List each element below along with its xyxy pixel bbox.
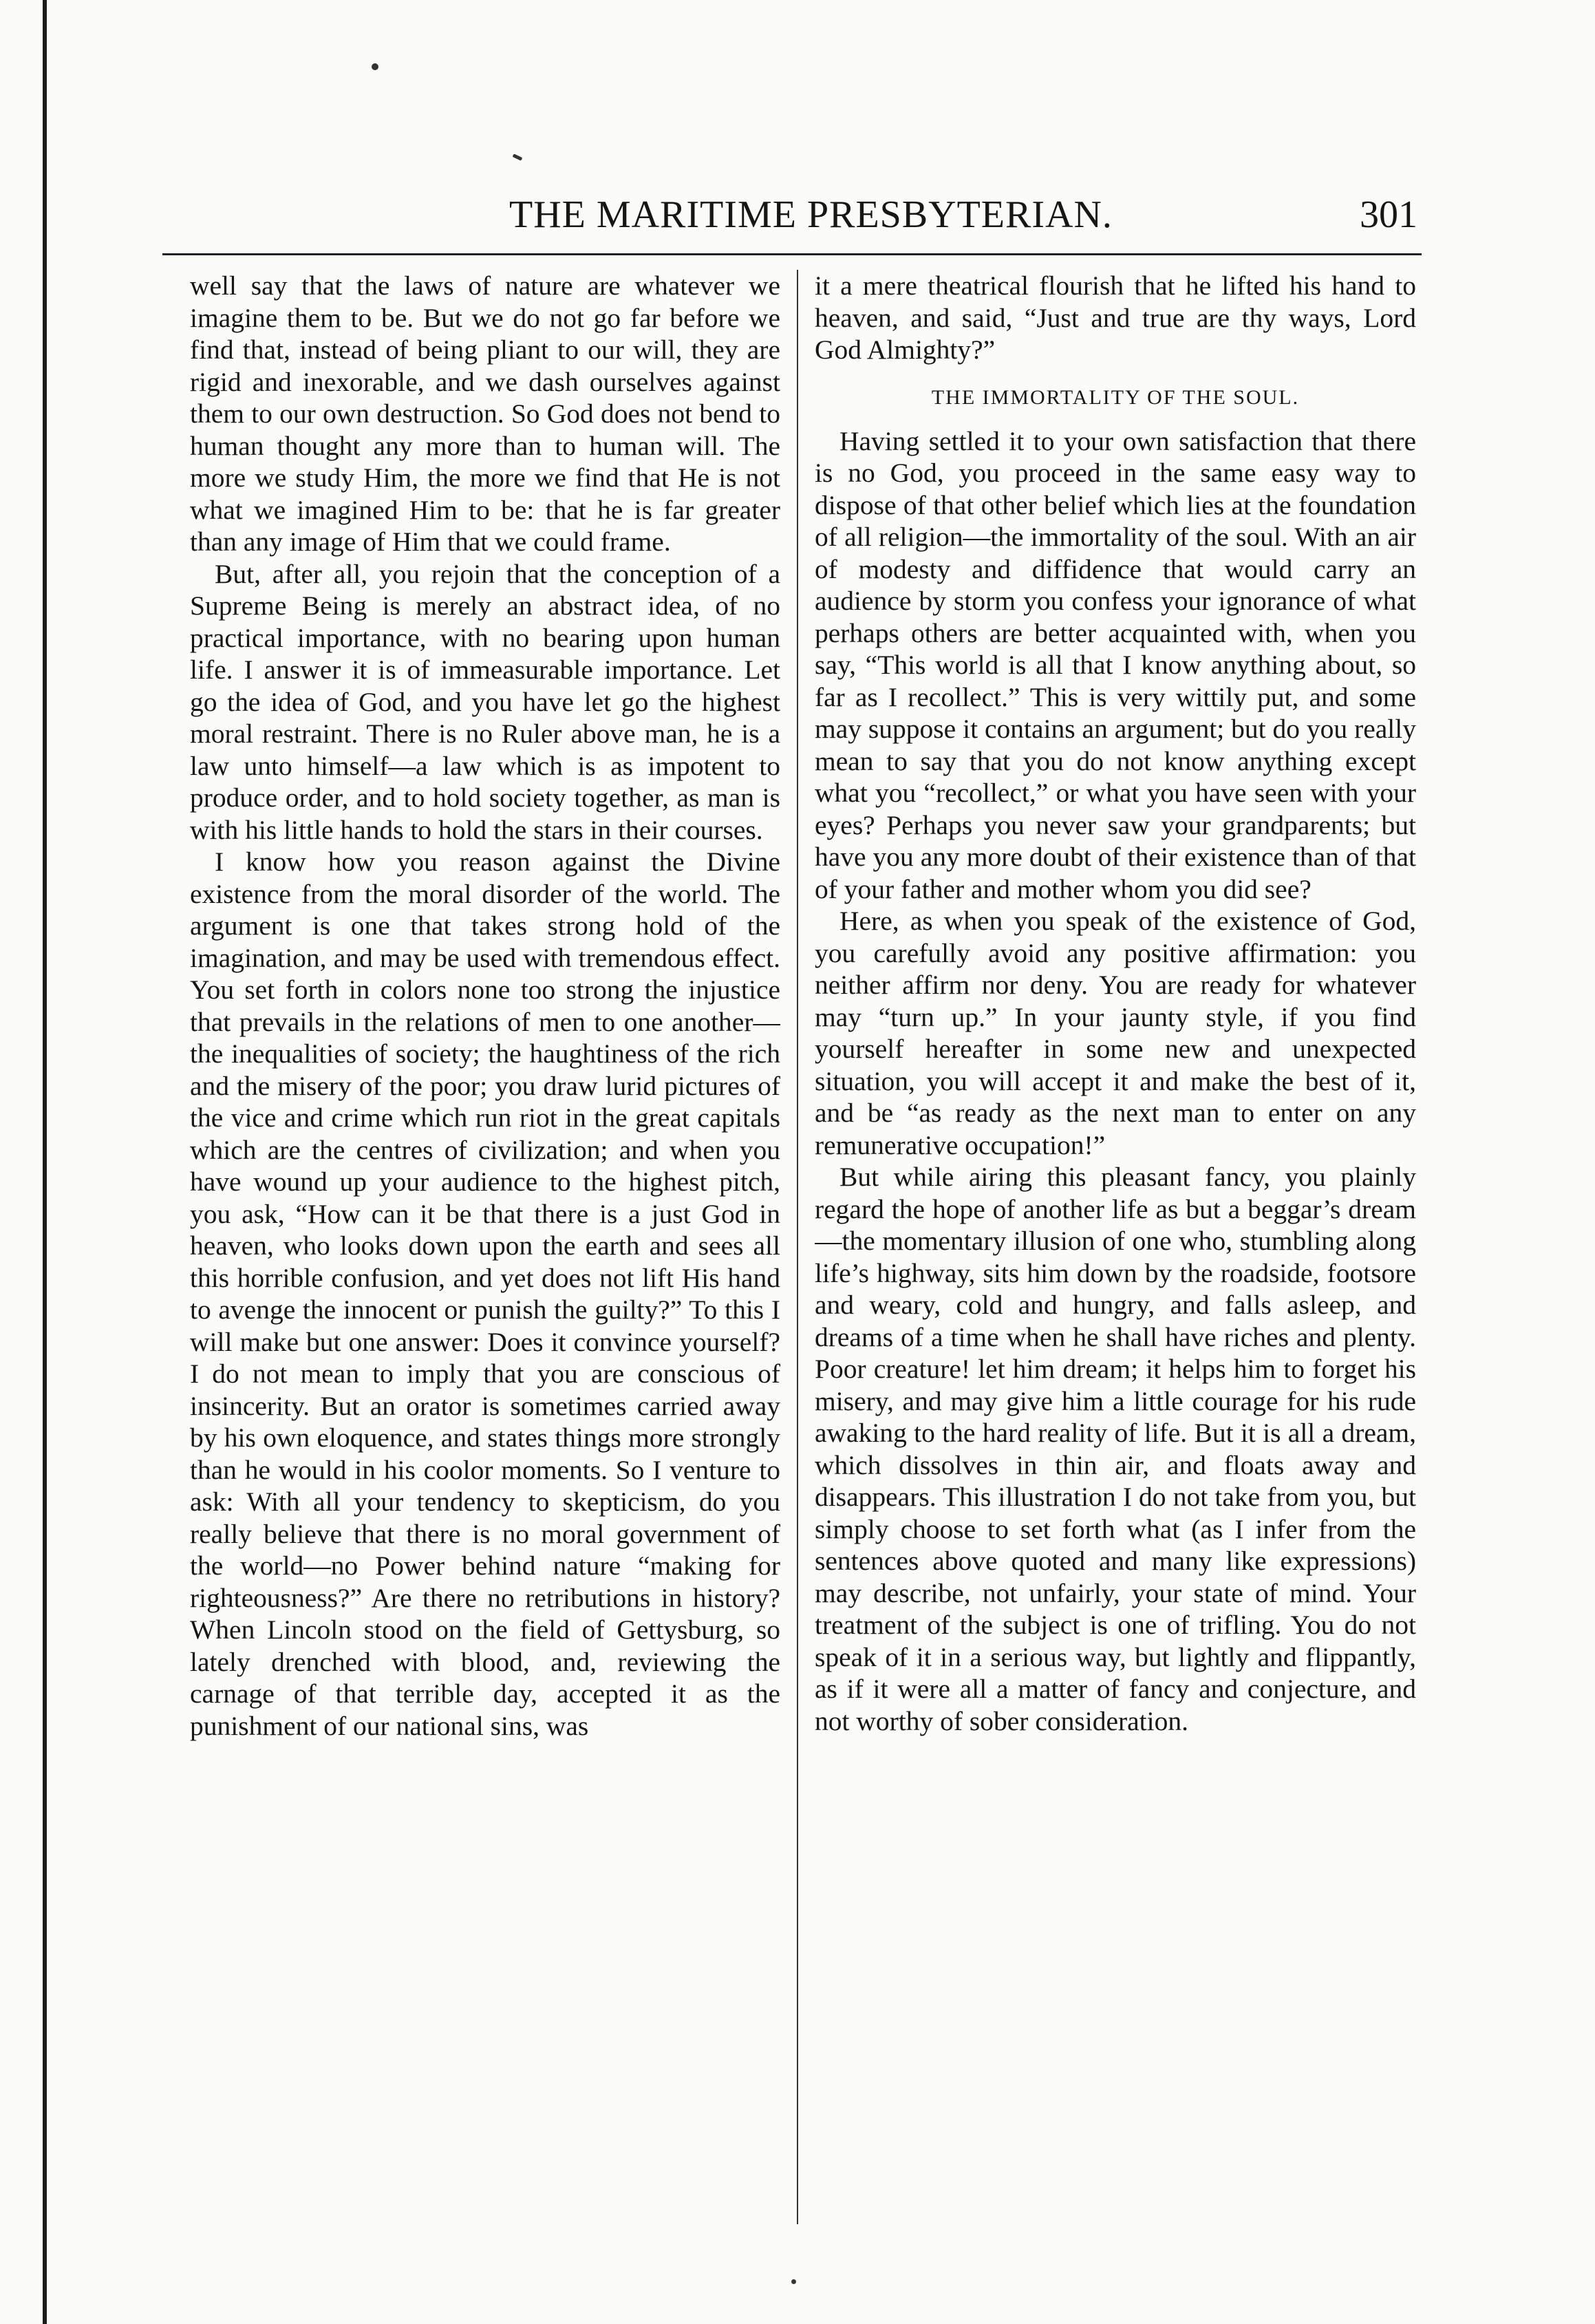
header-rule (162, 253, 1422, 255)
journal-title: THE MARITIME PRESBYTERIAN. (509, 193, 1113, 236)
page-header (165, 184, 1417, 239)
paragraph: I know how you reason against the Divine existence from the moral disorder of the world. The argument is one that takes strong hold of the imagination, and may be used with tremendous effect. You set forth in colors none too strong the injustice that prevails in the relations of men to one another—the inequalities of society; the haughtiness of the rich and the misery of the poor; you draw lurid pictures of the vice and crime which run riot in the great capitals which are the centres of civilization; and when you have wound up your audience to the highest pitch, you ask, “How can it be that there is a just God in heaven, who looks down upon the earth and sees all this horrible confusion, and yet does not lift His hand to avenge the innocent or punish the guilty?” To this I will make but one answer: Does it convince yourself? I do not mean to imply that you are conscious of insincerity. But an orator is sometimes carried away by his own eloquence, and states things more strongly than he would in his coolor moments. So I venture to ask: With all your tendency to skepticism, do you really believe that there is no moral government of the world—no Power behind nature “making for righteousness?” Are there no retributions in history? When Lincoln stood on the field of Gettysburg, so lately drenched with blood, and, reviewing the carnage of that terrible day, accepted it as the punishment of our national sins, was (190, 846, 780, 1741)
print-speck (513, 153, 523, 160)
print-speck (791, 2279, 796, 2284)
paragraph: it a mere theatrical flourish that he lifted his hand to heaven, and said, “Just and true are thy ways, Lord God Almighty?” (815, 270, 1416, 365)
paragraph: But while airing this pleasant fancy, you plainly regard the hope of another life as but a beggar’s dream—the momentary illusion of one who, stumbling along life’s highway, sits him down by the roadside, footsore and weary, cold and hungry, and falls asleep, and dreams of a time when he shall have riches and plenty. Poor creature! let him dream; it helps him to forget his misery, and may give him a little courage for his rude awaking to the hard reality of life. But it is all a dream, which dissolves in thin air, and floats away and disappears. This illustration I do not take from you, but simply choose to set forth what (as I infer from the sentences above quoted and many like expressions) may describe, not unfairly, your state of mind. Your treatment of the subject is one of trifling. You do not speak of it in a serious way, but lightly and flippantly, as if it were all a matter of fancy and conjecture, and not worthy of sober consideration. (815, 1162, 1416, 1736)
section-heading: THE IMMORTALITY OF THE SOUL. (931, 385, 1300, 409)
left-column (190, 270, 780, 2231)
paragraph: Here, as when you speak of the existence of God, you carefully avoid any positive affirmation: you neither affirm nor deny. You are ready for whatever may “turn up.” In your jaunty style, if you find yourself hereafter in some new and unexpected situation, you will accept it and make the best of it, and be “as ready as the next man to enter on any remunerative occupation!” (815, 906, 1416, 1160)
right-column (815, 270, 1416, 2231)
column-divider (797, 270, 798, 2224)
paragraph: Having settled it to your own satisfaction that there is no God, you proceed in the same easy way to dispose of that other belief which lies at the foundation of all religion—the immortality of the soul. With an air of modesty and diffidence that would carry an audience by storm you confess your ignorance of what perhaps others are better acquainted with, when you say, “This world is all that I know anything about, so far as I recollect.” This is very wittily put, and some may suppose it contains an argument; but do you really mean to say that you do not know anything except what you “recollect,” or what you have seen with your eyes? Perhaps you never saw your grandparents; but have you any more doubt of their existence than of that of your father and mother whom you did see? (815, 425, 1416, 904)
print-speck (372, 63, 378, 70)
paragraph: But, after all, you rejoin that the conception of a Supreme Being is merely an abstract idea, of no practical importance, with no bearing upon human life. I answer it is of immeasurable importance. Let go the idea of God, and you have let go the highest moral restraint. There is no Ruler above man, he is a law unto himself—a law which is as impotent to produce order, and to hold society together, as man is with his little hands to hold the stars in their courses. (190, 558, 780, 845)
page-edge-binding (43, 0, 47, 2324)
page-number: 301 (1360, 193, 1417, 236)
paragraph: well say that the laws of nature are whatever we imagine them to be. But we do not go far before we find that, instead of being pliant to our will, they are rigid and inexorable, and we dash ourselves against them to our own destruction. So God does not bend to human thought any more than to human will. The more we study Him, the more we find that He is not what we imagined Him to be: that he is far greater than any image of Him that we could frame. (190, 270, 780, 557)
